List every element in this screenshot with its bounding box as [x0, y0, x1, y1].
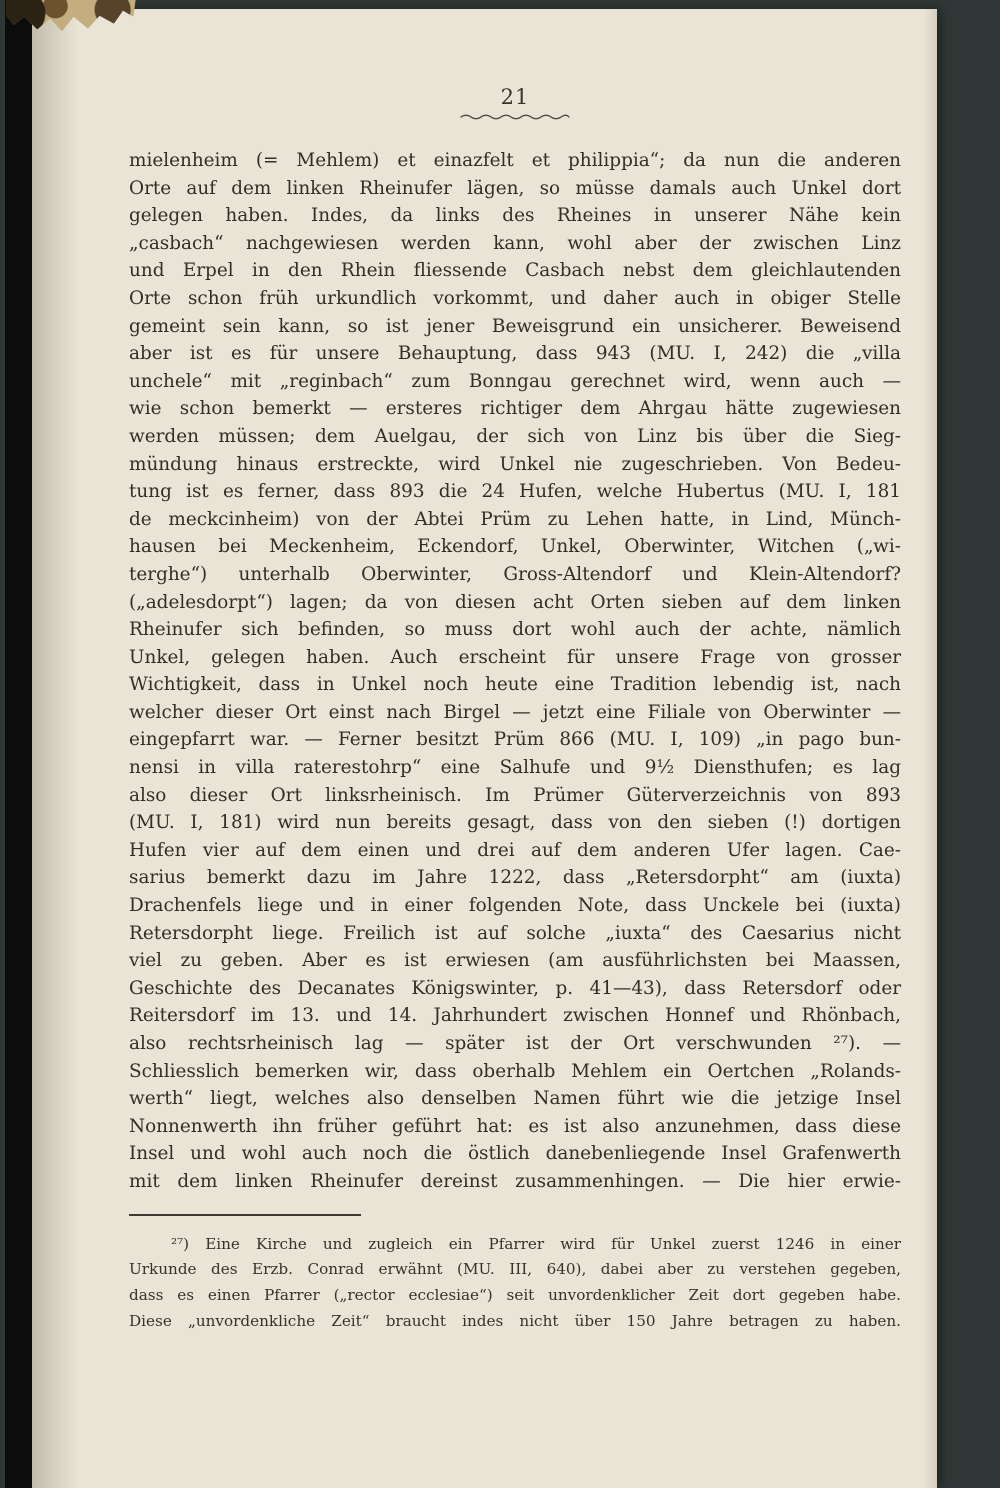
text-line: Orte auf dem linken Rheinufer lägen, so müsse damals auch Unkel dort: [129, 177, 901, 199]
footnote-separator: [129, 1214, 361, 1216]
page-number: 21: [500, 85, 530, 109]
text-line: wie schon bemerkt — ersteres richtiger dem Ahrgau hätte zugewiesen: [129, 398, 901, 420]
text-line: (MU. I, 181) wird nun bereits gesagt, dass von den sieben (!) dortigen: [129, 812, 901, 834]
text-line: Orte schon früh urkundlich vorkommt, und daher auch in obiger Stelle: [129, 287, 901, 309]
text-line: Geschichte des Decanates Königswinter, p. 41—43), dass Retersdorf oder: [129, 977, 901, 999]
text-line: Schliesslich bemerken wir, dass oberhalb Mehlem ein Oertchen „Rolands-: [129, 1060, 901, 1082]
text-line: („adelesdorpt“) lagen; da von diesen acht Orten sieben auf dem linken: [129, 591, 901, 613]
text-line: gemeint sein kann, so ist jener Beweisgrund ein unsicherer. Beweisend: [129, 315, 901, 337]
text-line: welcher dieser Ort einst nach Birgel — jetzt eine Filiale von Oberwinter —: [129, 701, 901, 723]
text-line: also rechtsrheinisch lag — später ist der Ort verschwunden ²⁷). —: [129, 1033, 901, 1054]
text-line: also dieser Ort linksrheinisch. Im Prümer Güterverzeichnis von 893: [129, 784, 901, 806]
book-page: [32, 9, 937, 1488]
text-line: dass es einen Pfarrer („rector ecclesiae“) seit unvordenklicher Zeit dort gegeben habe.: [129, 1286, 901, 1305]
text-line: viel zu geben. Aber es ist erwiesen (am ausführlichsten bei Maassen,: [129, 950, 901, 972]
text-line: Drachenfels liege und in einer folgenden Note, dass Unckele bei (iuxta): [129, 895, 901, 917]
text-line: Rheinufer sich befinden, so muss dort wohl auch der achte, nämlich: [129, 619, 901, 641]
text-line: mielenheim (= Mehlem) et einazfelt et philippia“; da nun die anderen: [129, 150, 901, 171]
text-line: Nonnenwerth ihn früher geführt hat: es ist also anzunehmen, dass diese: [129, 1115, 901, 1137]
text-line: unchele“ mit „reginbach“ zum Bonngau gerechnet wird, wenn auch —: [129, 370, 901, 392]
text-line: Unkel, gelegen haben. Auch erscheint für unsere Frage von grosser: [129, 646, 901, 668]
text-line: Urkunde des Erzb. Conrad erwähnt (MU. III, 640), dabei aber zu verstehen gegeben,: [129, 1260, 901, 1279]
text-line: nensi in villa raterestohrp“ eine Salhufe und 9½ Diensthufen; es lag: [129, 757, 901, 779]
main-text-block: [129, 147, 901, 1196]
text-line: werth“ liegt, welches also denselben Namen führt wie die jetzige Insel: [129, 1088, 901, 1110]
text-line: ²⁷) Eine Kirche und zugleich ein Pfarrer wird für Unkel zuerst 1246 in einer: [171, 1234, 901, 1253]
text-line: Reitersdorf im 13. und 14. Jahrhundert zwischen Honnef und Rhönbach,: [129, 1005, 901, 1027]
text-line: terghe“) unterhalb Oberwinter, Gross-Altendorf und Klein-Altendorf?: [129, 563, 901, 585]
text-line: gelegen haben. Indes, da links des Rheines in unserer Nähe kein: [129, 205, 901, 227]
text-line: Insel und wohl auch noch die östlich danebenliegende Insel Grafenwerth: [129, 1143, 901, 1165]
text-line: Retersdorpht liege. Freilich ist auf solche „iuxta“ des Caesarius nicht: [129, 922, 901, 944]
text-line: und Erpel in den Rhein fliessende Casbach nebst dem gleichlautenden: [129, 260, 901, 282]
wavy-underline-icon: [459, 112, 571, 121]
text-line: eingepfarrt war. — Ferner besitzt Prüm 866 (MU. I, 109) „in pago bun-: [129, 729, 901, 751]
text-line: Diese „unvordenkliche Zeit“ braucht indes nicht über 150 Jahre betragen zu haben.: [129, 1311, 901, 1330]
book-spine-strip: [5, 0, 32, 1488]
text-line: tung ist es ferner, dass 893 die 24 Hufen, welche Hubertus (MU. I, 181: [129, 481, 901, 503]
text-line: aber ist es für unsere Behauptung, dass 943 (MU. I, 242) die „villa: [129, 343, 901, 365]
text-line: Hufen vier auf dem einen und drei auf dem anderen Ufer lagen. Cae-: [129, 839, 901, 861]
text-line: hausen bei Meckenheim, Eckendorf, Unkel, Oberwinter, Witchen („wi-: [129, 536, 901, 558]
text-line: de meckcinheim) von der Abtei Prüm zu Lehen hatte, in Lind, Münch-: [129, 508, 901, 530]
text-line: mündung hinaus erstreckte, wird Unkel nie zugeschrieben. Von Bedeu-: [129, 453, 901, 475]
text-line: mit dem linken Rheinufer dereinst zusammenhingen. — Die hier erwie-: [129, 1170, 901, 1192]
text-line: sarius bemerkt dazu im Jahre 1222, dass „Retersdorpht“ am (iuxta): [129, 867, 901, 889]
footnote-block: [129, 1232, 901, 1335]
text-line: werden müssen; dem Auelgau, der sich von Linz bis über die Sieg-: [129, 425, 901, 447]
page-content: [32, 9, 937, 1335]
page-header: [129, 85, 901, 121]
text-line: Wichtigkeit, dass in Unkel noch heute eine Tradition lebendig ist, nach: [129, 674, 901, 696]
text-line: „casbach“ nachgewiesen werden kann, wohl aber der zwischen Linz: [129, 232, 901, 254]
